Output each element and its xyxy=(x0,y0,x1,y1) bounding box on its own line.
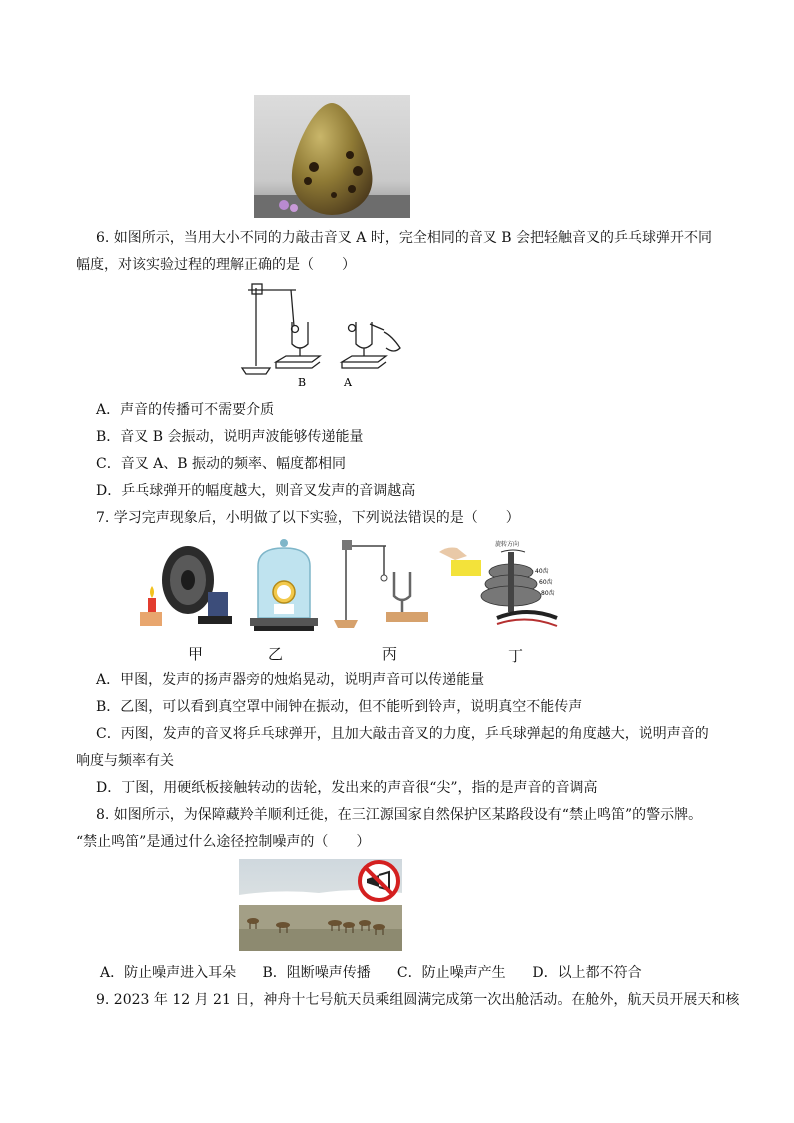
gear-card-figure xyxy=(437,538,559,632)
q8-stem-line1: 8. 如图所示，为保障藏羚羊顺利迁徙，在三江源国家自然保护区某路段设有“禁止鸣笛”的警示牌。 xyxy=(96,807,703,823)
q8-option-a: A．防止噪声进入耳朵 xyxy=(100,965,237,981)
bell-jar-figure xyxy=(248,538,320,632)
q7-option-c: C．丙图，发声的音叉将乒乓球弹开，且加大敲击音叉的力度，乒乓球弹起的角度越大，说明声音的 xyxy=(96,726,709,742)
speaker-candle-figure xyxy=(138,540,236,632)
no-honking-sign xyxy=(360,862,398,900)
q7-option-c-cont: 响度与频率有关 xyxy=(76,753,174,769)
q6-option-d: D．乒乓球弹开的幅度越大，则音叉发声的音调越高 xyxy=(96,483,416,499)
q6-stem-line2: 幅度，对该实验过程的理解正确的是（ ） xyxy=(76,257,356,273)
gear-label-80: 80齿 xyxy=(541,590,555,597)
q7-option-b: B．乙图，可以看到真空罩中闹钟在振动，但不能听到铃声，说明真空不能传声 xyxy=(96,699,583,715)
q9-stem-line1: 9. 2023 年 12 月 21 日，神舟十七号航天员乘组圆满完成第一次出舱活动。在舱外，航天员开展天和核 xyxy=(96,992,740,1008)
q8-option-b: B．阻断噪声传播 xyxy=(262,965,371,981)
q6-option-b: B．音叉 B 会振动，说明声波能够传递能量 xyxy=(96,429,364,445)
gear-direction-label: 旋转方向 xyxy=(495,541,520,548)
q6-option-a: A．声音的传播可不需要介质 xyxy=(96,402,275,418)
fig6-label-b: B xyxy=(298,376,307,389)
fig-label-jia: 甲 xyxy=(188,645,204,663)
fork-ball-figure xyxy=(334,538,430,632)
q8-option-d: D．以上都不符合 xyxy=(532,965,642,981)
tuning-fork-figure xyxy=(236,282,408,394)
ocarina-photo xyxy=(254,95,410,218)
fig6-label-a: A xyxy=(344,376,352,389)
fig-label-ding: 丁 xyxy=(508,647,524,665)
q8-options xyxy=(100,964,642,982)
fig-label-bing: 丙 xyxy=(382,645,398,663)
q7-stem: 7. 学习完声现象后，小明做了以下实验，下列说法错误的是（ ） xyxy=(96,510,520,526)
q8-stem-line2: “禁止鸣笛”是通过什么途径控制噪声的（ ） xyxy=(76,834,371,850)
q8-option-c: C．防止噪声产生 xyxy=(396,965,506,981)
q6-option-c: C．音叉 A、B 振动的频率、幅度都相同 xyxy=(96,456,347,472)
gear-label-60: 60齿 xyxy=(539,579,553,586)
q7-option-a: A．甲图，发声的扬声器旁的烛焰晃动，说明声音可以传递能量 xyxy=(96,672,485,688)
q6-stem-line1: 6. 如图所示，当用大小不同的力敲击音叉 A 时，完全相同的音叉 B 会把轻触音叉的乒乓球弹开不同 xyxy=(96,230,713,246)
antelope-photo xyxy=(239,859,402,951)
q7-option-d: D．丁图，用硬纸板接触转动的齿轮，发出来的声音很“尖”，指的是声音的音调高 xyxy=(96,780,598,796)
gear-label-40: 40齿 xyxy=(535,568,549,575)
fig-label-yi: 乙 xyxy=(268,645,284,663)
